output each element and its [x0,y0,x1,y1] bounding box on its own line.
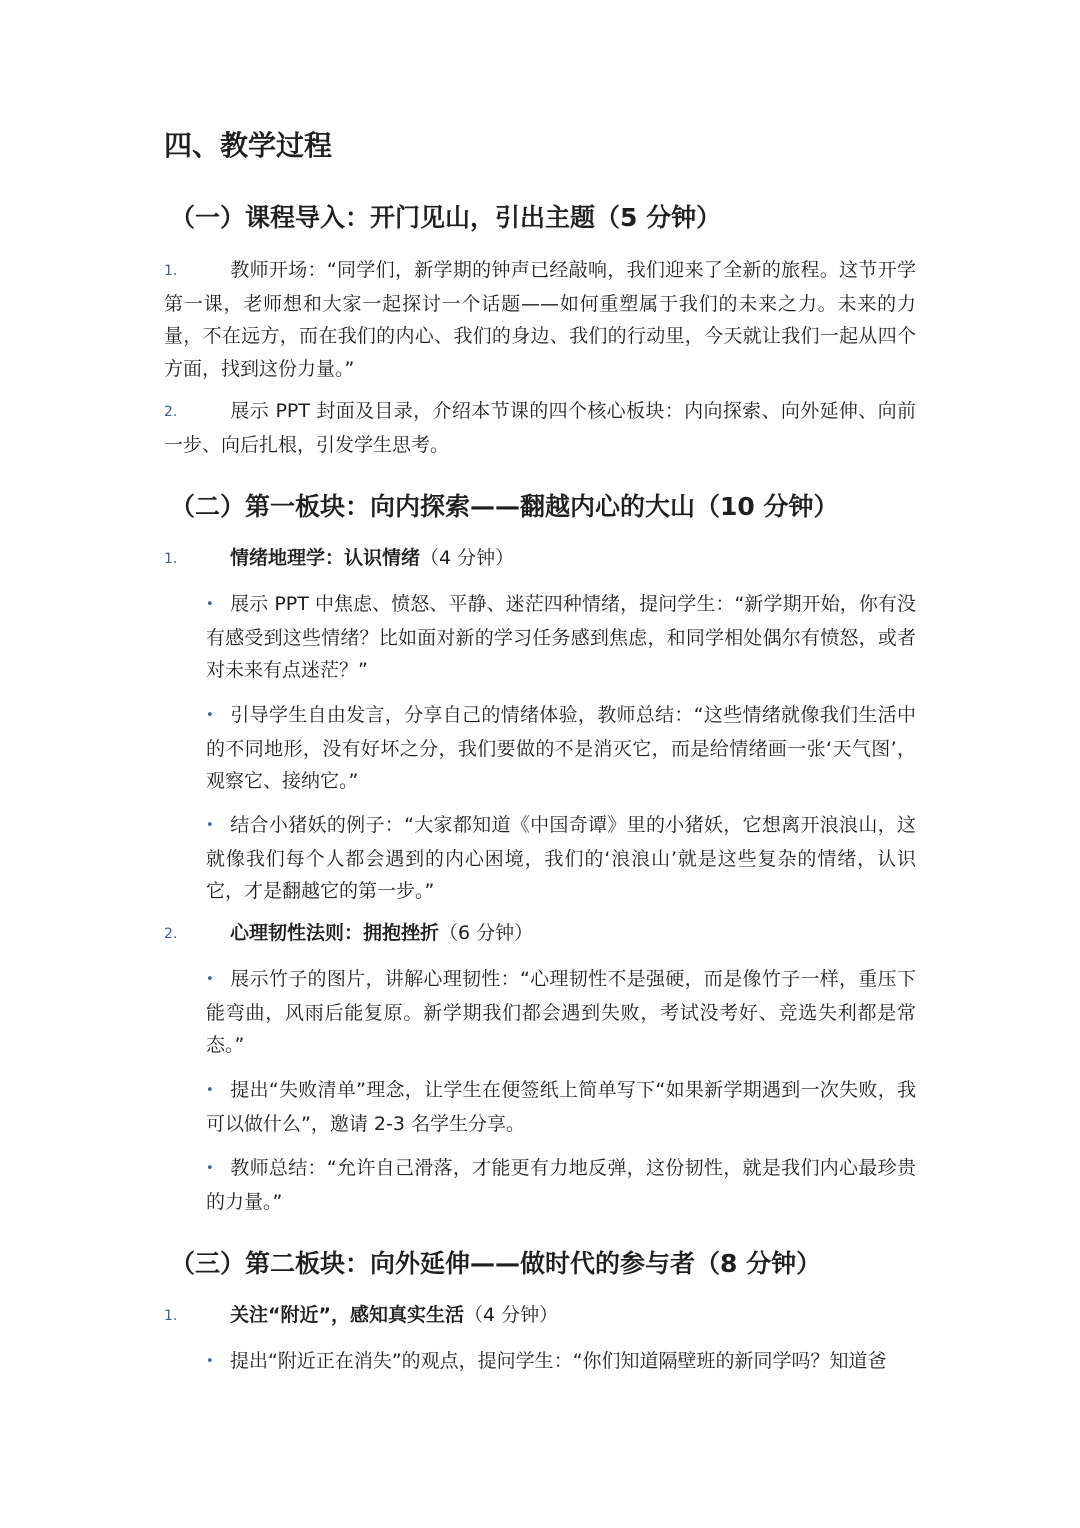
bullet-text: 展示 PPT 中焦虑、愤怒、平静、迷茫四种情绪，提问学生：“新学期开始，你有没有感受到这些情绪？比如面对新的学习任务感到焦虑，和同学相处偶尔有愤怒，或者对未来有点迷茫？” [206,593,916,681]
bullet-item [206,963,916,1062]
list-number: 1. [164,1308,178,1324]
page-title: 四、教学过程 [164,129,333,162]
bullet-item [206,1152,916,1218]
bullet-icon: • [206,597,214,612]
bullet-text: 提出“附近正在消失”的观点，提问学生：“你们知道隔壁班的新同学吗？知道爸 [230,1350,887,1372]
item-title: 心理韧性法则：拥抱挫折 [230,922,440,944]
list-item [164,395,916,461]
list-number: 1. [164,263,178,279]
bullet-icon: • [206,708,214,723]
bullet-item [206,1074,916,1140]
bullet-icon: • [206,818,214,833]
item-title: 关注“附近”，感知真实生活 [230,1304,464,1326]
list-number: 1. [164,551,178,567]
section-heading-2: （二）第一板块：向内探索——翻越内心的大山（10 分钟） [170,492,839,521]
item-duration: （4 分钟） [463,1304,559,1326]
bullet-item [206,699,916,798]
list-item-text: 教师开场：“同学们，新学期的钟声已经敲响，我们迎来了全新的旅程。这节开学第一课，老师想和大家一起探讨一个话题——如何重塑属于我们的未来之力。未来的力量，不在远方，而在我们的内心、我们的身边、我们的行动里，今天就让我们一起从四个方面，找到这份力量。” [164,259,916,380]
bullet-item [206,809,916,908]
bullet-text: 教师总结：“允许自己滑落，才能更有力地反弹，这份韧性，就是我们内心最珍贵的力量。” [206,1157,916,1213]
item-title: 情绪地理学：认识情绪 [230,547,421,569]
list-item [164,1299,916,1333]
bullet-item [206,1345,916,1379]
list-item [164,542,916,576]
bullet-icon: • [206,1083,214,1098]
section-heading-3: （三）第二板块：向外延伸——做时代的参与者（8 分钟） [170,1249,822,1278]
bullet-text: 引导学生自由发言，分享自己的情绪体验，教师总结：“这些情绪就像我们生活中的不同地形，没有好坏之分，我们要做的不是消灭它，而是给情绪画一张‘天气图’，观察它、接纳它。” [206,704,916,792]
bullet-icon: • [206,972,214,987]
bullet-text: 展示竹子的图片，讲解心理韧性：“心理韧性不是强硬，而是像竹子一样，重压下能弯曲，风雨后能复原。新学期我们都会遇到失败，考试没考好、竞选失利都是常态。” [206,968,916,1056]
list-number: 2. [164,404,178,420]
bullet-text: 结合小猪妖的例子：“大家都知道《中国奇谭》里的小猪妖，它想离开浪浪山，这就像我们每个人都会遇到的内心困境，我们的‘浪浪山’就是这些复杂的情绪，认识它，才是翻越它的第一步。” [206,814,916,902]
list-item-text: 展示 PPT 封面及目录，介绍本节课的四个核心板块：内向探索、向外延伸、向前一步、向后扎根，引发学生思考。 [164,400,916,456]
bullet-icon: • [206,1354,214,1369]
list-item [164,917,916,951]
item-duration: （4 分钟） [420,547,515,569]
bullet-icon: • [206,1161,214,1176]
bullet-text: 提出“失败清单”理念，让学生在便签纸上简单写下“如果新学期遇到一次失败，我可以做什么”，邀请 2-3 名学生分享。 [206,1079,916,1135]
list-number: 2. [164,926,178,942]
item-duration: （6 分钟） [439,922,534,944]
bullet-item [206,588,916,687]
list-item [164,254,916,385]
section-heading-1: （一）课程导入：开门见山，引出主题（5 分钟） [170,203,722,232]
